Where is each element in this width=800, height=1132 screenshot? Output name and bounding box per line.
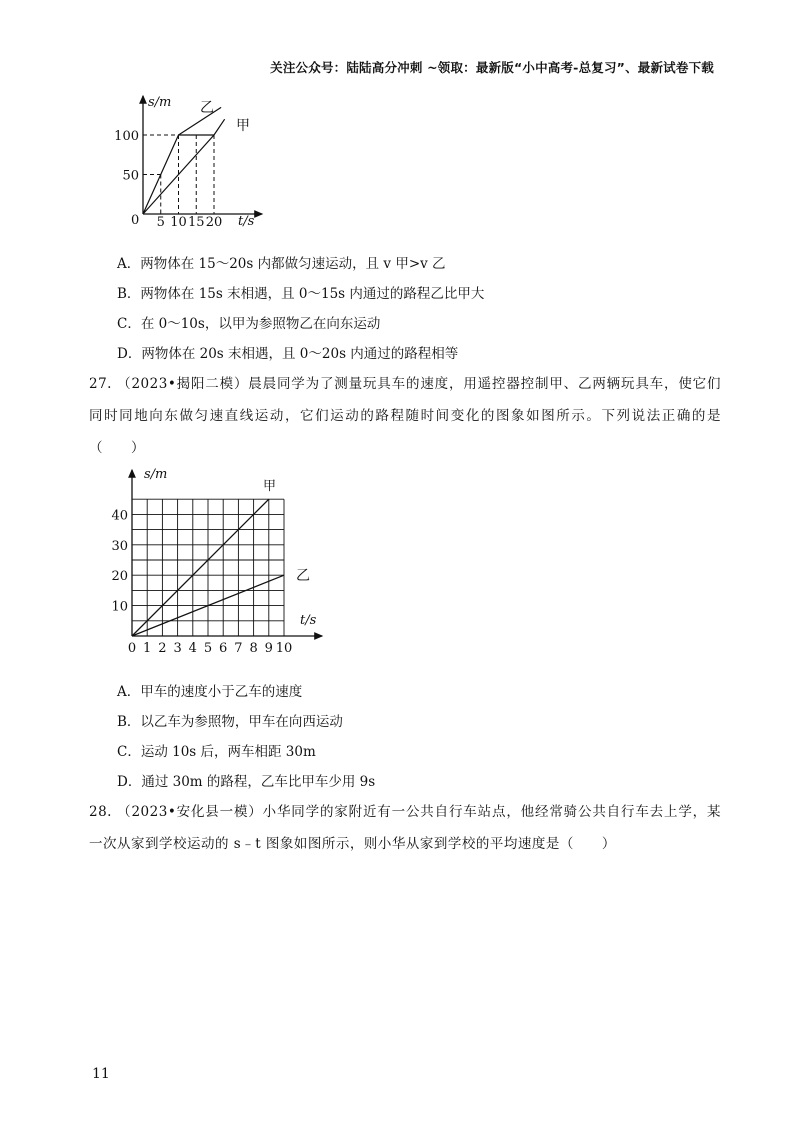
q26-option-c: C．在 0～10s，以甲为参照物乙在向东运动: [117, 316, 381, 332]
q27-option-c: C．运动 10s 后，两车相距 30m: [117, 744, 316, 760]
q28-number: 28.: [89, 804, 112, 820]
fig1-label-jia: 甲: [236, 118, 250, 134]
figure-2-st-graph: [110, 460, 340, 660]
question-27: [89, 368, 721, 464]
q27-number: 27.: [89, 376, 112, 392]
fig2-series-line: [132, 499, 269, 636]
fig2-xtick-label: 6: [219, 641, 228, 656]
fig1-ylabel: s/m: [148, 95, 172, 110]
fig2-xtick-label: 3: [173, 641, 182, 656]
fig2-xtick-label: 4: [188, 641, 197, 656]
fig1-xtick-label: 15: [187, 215, 205, 230]
q27-option-b: B．以乙车为参照物，甲车在向西运动: [117, 714, 343, 730]
q26-option-d: D．两物体在 20s 末相遇，且 0～20s 内通过的路程相等: [117, 346, 459, 362]
fig2-label-yi: 乙: [296, 568, 310, 584]
fig2-ytick-label: 40: [111, 508, 128, 524]
q27-source: （2023•揭阳二模）: [117, 376, 249, 392]
q26-option-b: B．两物体在 15s 末相遇，且 0～15s 内通过的路程乙比甲大: [117, 286, 485, 302]
fig1-ytick-label: 50: [122, 168, 139, 184]
fig1-label-yi: 乙: [200, 100, 214, 116]
fig2-xlabel: t/s: [300, 613, 317, 628]
fig1-xtick-label: 20: [205, 215, 223, 230]
fig1-xtick-label: 10: [170, 215, 187, 230]
fig2-xtick-label: 10: [275, 641, 293, 656]
q27-option-a: A．甲车的速度小于乙车的速度: [117, 684, 303, 700]
figure-2-svg: [110, 460, 340, 660]
fig2-label-jia: 甲: [263, 479, 277, 494]
fig2-ylabel: s/m: [144, 467, 168, 482]
fig2-ytick-label: 20: [111, 569, 128, 585]
fig2-xtick-label: 8: [249, 641, 258, 656]
fig2-xtick-label: 5: [203, 641, 213, 656]
q26-option-a: A．两物体在 15～20s 内都做匀速运动，且 v 甲>v 乙: [117, 256, 446, 272]
fig2-xtick-label: 1: [143, 641, 152, 656]
fig1-xlabel: t/s: [238, 214, 255, 229]
question-28: [89, 796, 721, 860]
figure-1-st-graph: [114, 90, 280, 235]
fig1-xtick-label: 5: [156, 215, 165, 230]
page-number: 11: [92, 1066, 110, 1082]
fig2-xtick-label: 9: [264, 641, 273, 656]
fig2-ytick-label: 30: [111, 538, 128, 554]
page-header: 关注公众号：陆陆高分冲刺 ~领取：最新版“小中高考-总复习”、最新试卷下载: [270, 60, 714, 75]
q28-source: （2023•安化县一模）: [117, 804, 263, 820]
q27-option-d: D．通过 30m 的路程，乙车比甲车少用 9s: [117, 774, 376, 790]
fig1-series-line: [143, 119, 225, 214]
fig1-ytick-label: 100: [114, 129, 139, 144]
fig2-ytick-label: 10: [111, 599, 128, 615]
q28-text: 小华同学的家附近有一公共自行车站点，他经常骑公共自行车去上学，某一次从家到学校运动的 s﹣t 图象如图所示，则小华从家到学校的平均速度是（ ）: [89, 804, 722, 852]
fig1-origin-label: 0: [131, 213, 140, 228]
fig2-xtick-label: 7: [234, 641, 243, 656]
figure-1-svg: [114, 90, 280, 235]
fig2-xtick-label: 0: [127, 641, 137, 656]
fig2-xtick-label: 2: [158, 641, 167, 656]
q27-text: 晨晨同学为了测量玩具车的速度，用遥控器控制甲、乙两辆玩具车，使它们同时同地向东做匀速直线运动，它们运动的路程随时间变化的图象如图所示。下列说法正确的是（ ）: [89, 376, 722, 456]
